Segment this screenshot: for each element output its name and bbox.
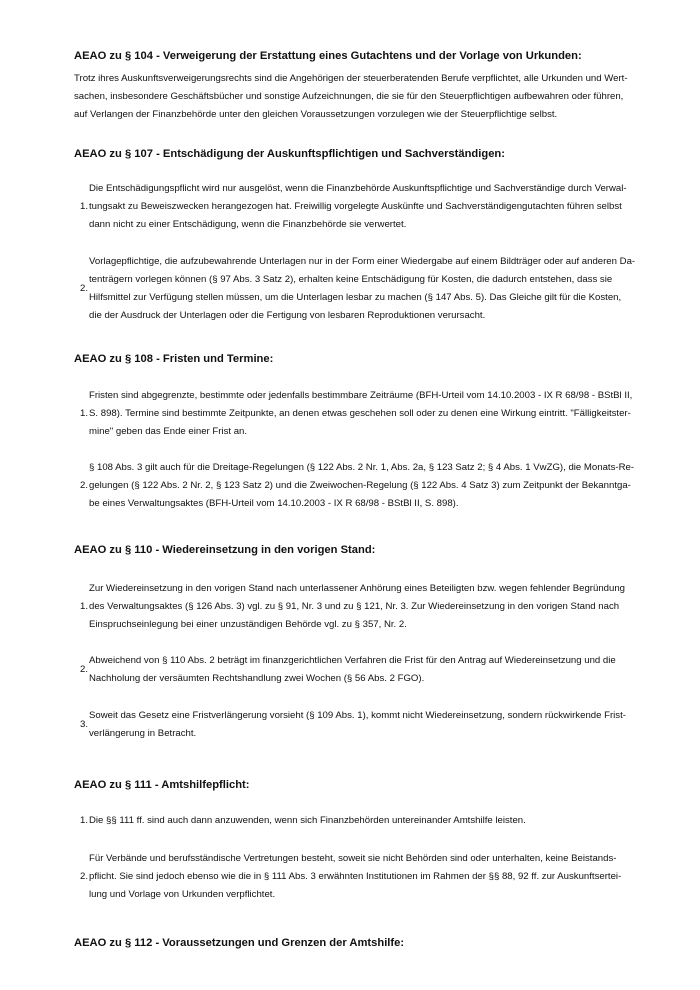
- item-number: 2.: [79, 283, 88, 294]
- item-number: 1.: [79, 815, 88, 826]
- item-line: lung und Vorlage von Urkunden verpflichtet.: [89, 889, 276, 900]
- item-text: [89, 812, 634, 830]
- item-line: mine" geben das Ende einer Frist an.: [89, 426, 248, 437]
- item-line: Für Verbände und berufsständische Vertretungen besteht, soweit sie nicht Behörden sind oder unterhalten, keine Beistands-: [89, 853, 617, 864]
- item-line: Die Entschädigungspflicht wird nur ausgelöst, wenn die Finanzbehörde Auskunftspflichtige und Sachverständige durch Verwal-: [89, 183, 627, 194]
- item-line: des Verwaltungsaktes (§ 126 Abs. 3) vgl. zu § 91, Nr. 3 und zu § 121, Nr. 3. Zur Wiedereinsetzung in den vorigen Stand nach: [89, 601, 620, 612]
- paragraph-line: sachen, insbesondere Geschäftsbücher und sonstige Aufzeichnungen, die sie für den Steuerpflichtigen aufbewahren oder führen,: [74, 91, 624, 102]
- section-heading-111: AEAO zu § 111 - Amtshilfepflicht:: [74, 779, 250, 791]
- item-text: [89, 707, 634, 743]
- item-text: [89, 253, 634, 325]
- item-line: Hilfsmittel zur Verfügung stellen müssen, um die Unterlagen lesbar zu machen (§ 147 Abs. 5). Das Gleiche gilt für die Kosten,: [89, 292, 622, 303]
- item-line: tenträgern vorlegen können (§ 97 Abs. 3 Satz 2), erhalten keine Entschädigung für Kosten, die dadurch entstehen, dass sie: [89, 274, 613, 285]
- item-number: 3.: [79, 719, 88, 730]
- item-text: [89, 580, 634, 634]
- item-number: 2.: [79, 480, 88, 491]
- section-104-paragraph: [74, 70, 628, 124]
- item-line: Nachholung der versäumten Rechtshandlung zwei Wochen (§ 56 Abs. 2 FGO).: [89, 673, 425, 684]
- item-line: Zur Wiedereinsetzung in den vorigen Stand nach unterlassener Anhörung eines Beteiligten bzw. wegen fehlender Begründung: [89, 583, 626, 594]
- item-number: 2.: [79, 664, 88, 675]
- item-line: Einspruchseinlegung bei einer unzuständigen Behörde vgl. zu § 357, Nr. 2.: [89, 619, 407, 630]
- section-heading-110: AEAO zu § 110 - Wiedereinsetzung in den vorigen Stand:: [74, 544, 376, 556]
- item-number: 1.: [79, 201, 88, 212]
- item-line: gelungen (§ 122 Abs. 2 Nr. 2, § 123 Satz 2) und die Zweiwochen-Regelung (§ 122 Abs. 4 Satz 3) zum Zeitpunkt der Bekanntga-: [89, 480, 631, 491]
- item-line: be eines Verwaltungsaktes (BFH-Urteil vom 14.10.2003 - IX R 68/98 - BStBl II, S. 898).: [89, 498, 459, 509]
- item-number: 1.: [79, 601, 88, 612]
- item-line: Vorlagepflichtige, die aufzubewahrende Unterlagen nur in der Form einer Wiedergabe auf einem Bildträger oder auf anderen Da-: [89, 256, 636, 267]
- item-line: Soweit das Gesetz eine Fristverlängerung vorsieht (§ 109 Abs. 1), kommt nicht Wiedereinsetzung, sondern rückwirkende Frist-: [89, 710, 626, 721]
- section-heading-108: AEAO zu § 108 - Fristen und Termine:: [74, 353, 274, 365]
- section-heading-112: AEAO zu § 112 - Voraussetzungen und Grenzen der Amtshilfe:: [74, 937, 405, 949]
- item-line: dann nicht zu einer Entschädigung, wenn die Finanzbehörde sie verwertet.: [89, 219, 407, 230]
- paragraph-line: Trotz ihres Auskunftsverweigerungsrechts sind die Angehörigen der steuerberatenden Berufe verpflichtet, alle Urkunden und Wert-: [74, 73, 628, 84]
- item-line: § 108 Abs. 3 gilt auch für die Dreitage-Regelungen (§ 122 Abs. 2 Nr. 1, Abs. 2a, § 123 Satz 2; § 4 Abs. 1 VwZG), die Monats-Re-: [89, 462, 635, 473]
- item-text: [89, 387, 634, 441]
- item-line: Die §§ 111 ff. sind auch dann anzuwenden, wenn sich Finanzbehörden untereinander Amtshilfe leisten.: [89, 815, 526, 826]
- item-line: die der Ausdruck der Unterlagen oder die Fertigung von lesbaren Reproduktionen verursacht.: [89, 310, 486, 321]
- item-line: verlängerung in Betracht.: [89, 728, 197, 739]
- item-text: [89, 180, 634, 234]
- item-text: [89, 652, 634, 688]
- item-number: 1.: [79, 408, 88, 419]
- paragraph-line: auf Verlangen der Finanzbehörde unter den gleichen Voraussetzungen vorzulegen wie der Steuerpflichtige selbst.: [74, 109, 558, 120]
- item-line: S. 898). Termine sind bestimmte Zeitpunkte, an denen etwas geschehen soll oder zu denen eine Wirkung eintritt. "Fälligkeitster-: [89, 408, 631, 419]
- item-number: 2.: [79, 871, 88, 882]
- item-line: pflicht. Sie sind jedoch ebenso wie die in § 111 Abs. 3 erwähnten Institutionen im Rahmen der §§ 88, 92 ff. zur Auskunftsertei-: [89, 871, 622, 882]
- item-text: [89, 459, 634, 513]
- section-heading-104: AEAO zu § 104 - Verweigerung der Erstattung eines Gutachtens und der Vorlage von Urkunden:: [74, 50, 582, 62]
- section-heading-107: AEAO zu § 107 - Entschädigung der Auskunftspflichtigen und Sachverständigen:: [74, 148, 505, 160]
- item-line: Fristen sind abgegrenzte, bestimmte oder jedenfalls bestimmbare Zeiträume (BFH-Urteil vom 14.10.2003 - IX R 68/98 - BStBl II,: [89, 390, 633, 401]
- item-text: [89, 850, 634, 904]
- item-line: Abweichend von § 110 Abs. 2 beträgt im finanzgerichtlichen Verfahren die Frist für den Antrag auf Wiedereinsetzung und die: [89, 655, 616, 666]
- item-line: tungsakt zu Beweiszwecken herangezogen hat. Freiwillig vorgelegte Auskünfte und Sachverständigengutachten führen selbst: [89, 201, 622, 212]
